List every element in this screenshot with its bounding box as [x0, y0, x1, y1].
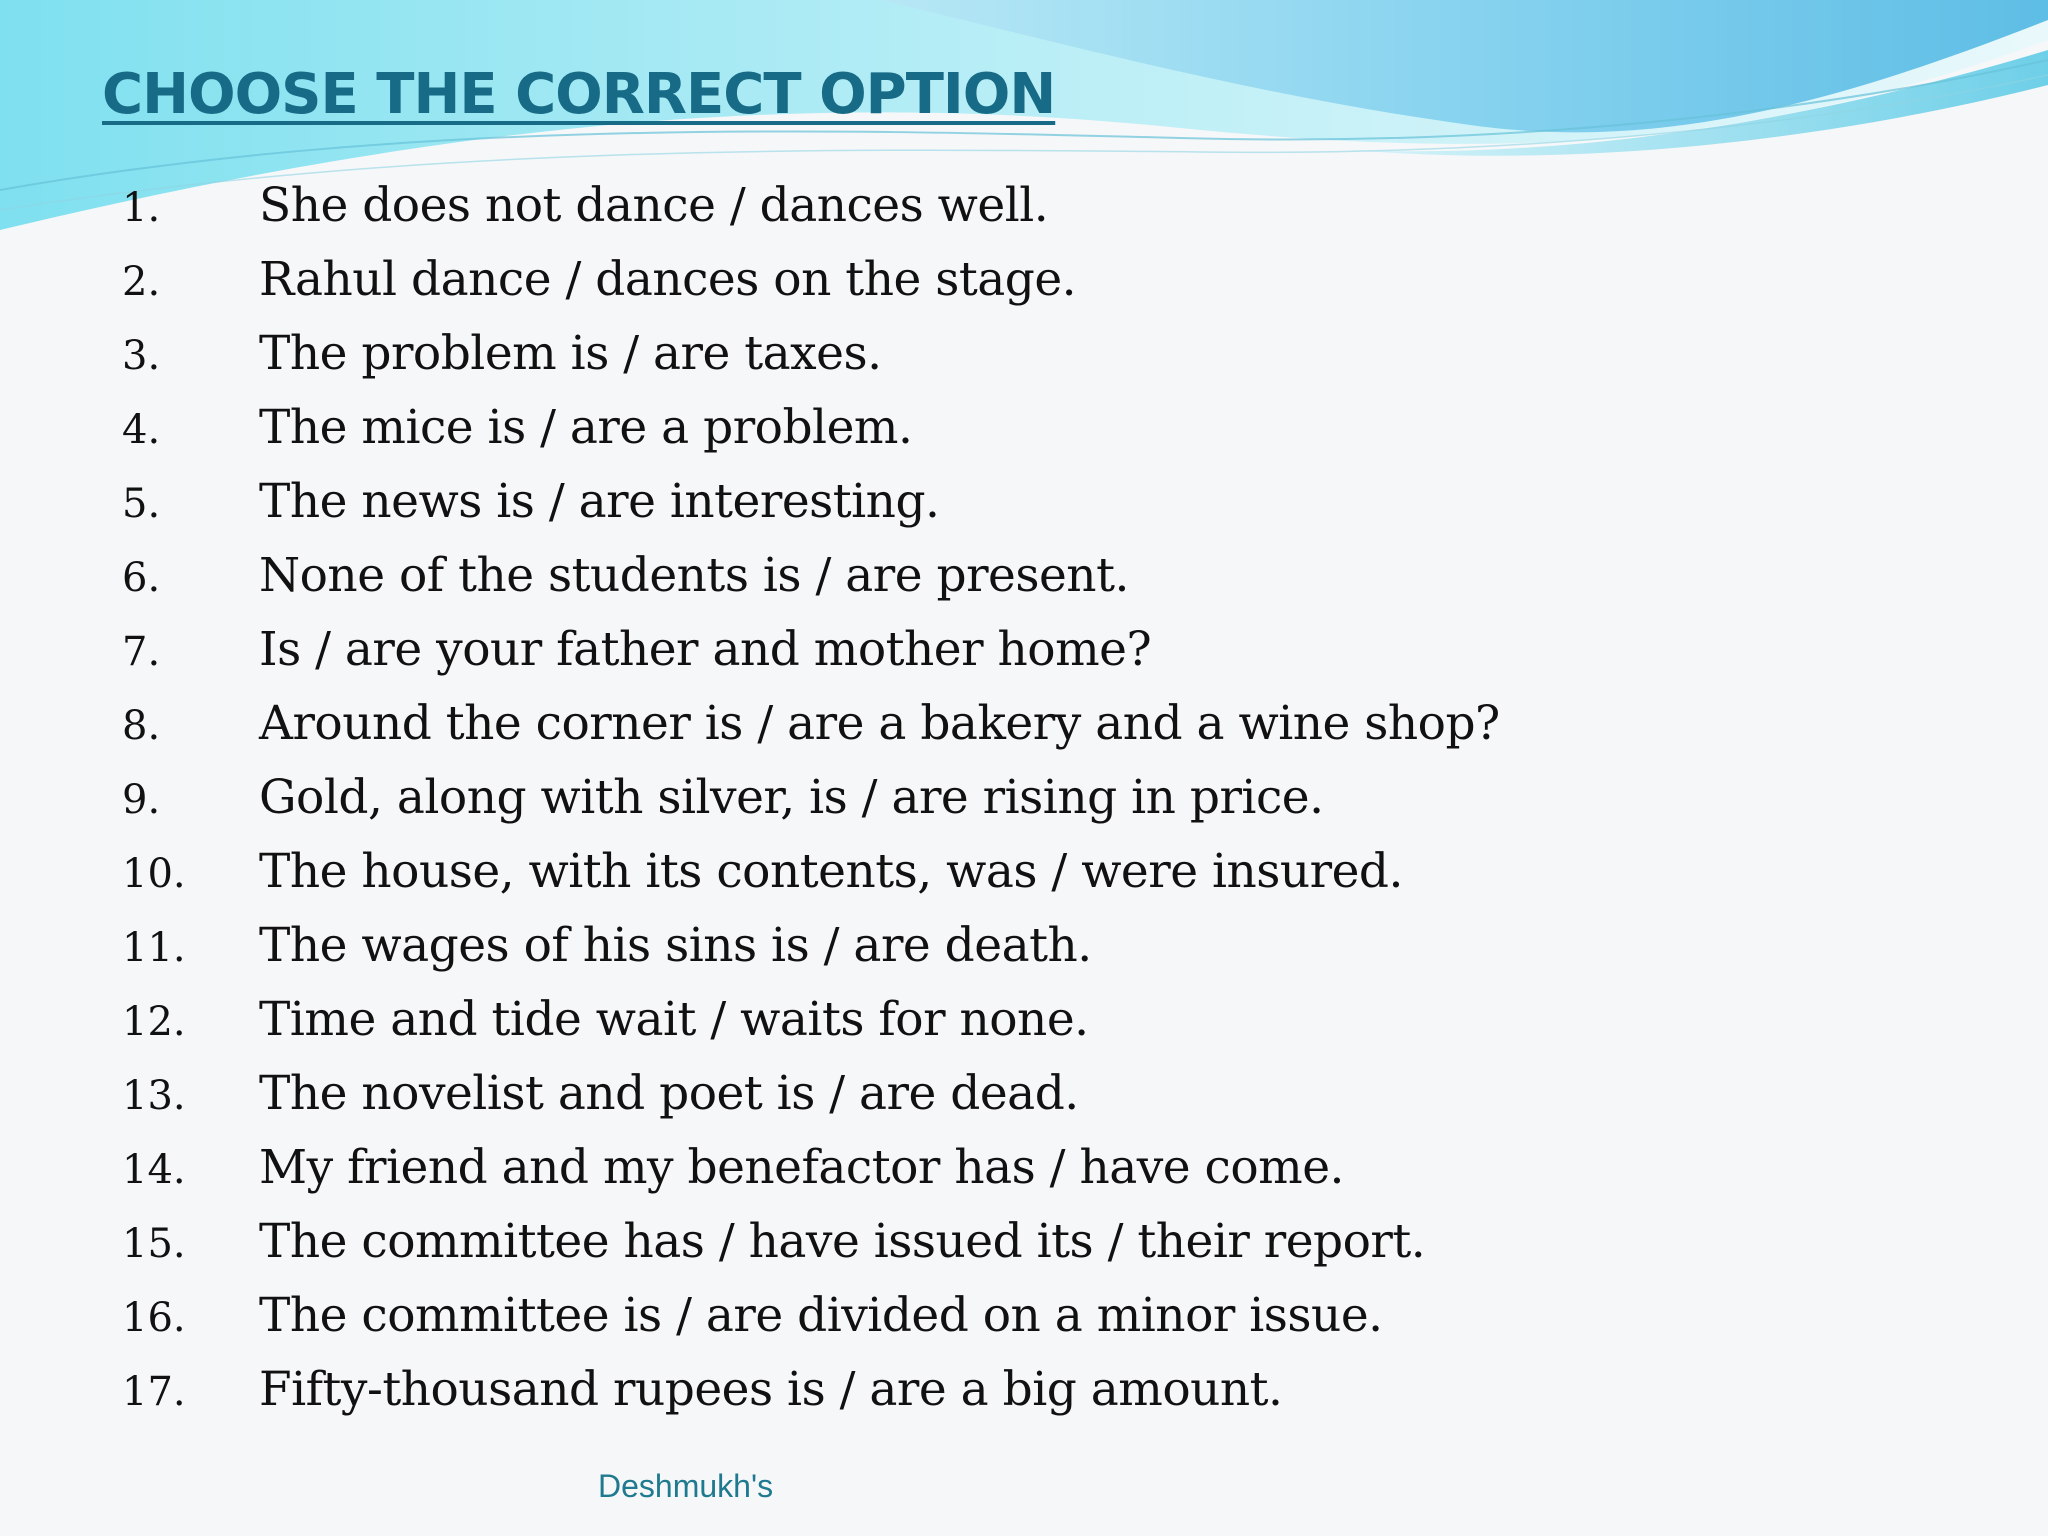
list-item	[122, 1362, 1500, 1436]
list-item	[122, 622, 1500, 696]
item-text: The news is / are interesting.	[259, 474, 940, 529]
item-text: The house, with its contents, was / were insured.	[259, 844, 1403, 899]
item-number: 3.	[122, 333, 161, 379]
item-number: 7.	[122, 629, 161, 675]
question-list	[122, 178, 1500, 1436]
list-item	[122, 918, 1500, 992]
item-text: The wages of his sins is / are death.	[259, 918, 1092, 973]
item-text: My friend and my benefactor has / have come.	[259, 1140, 1344, 1195]
list-item	[122, 400, 1500, 474]
item-number: 16.	[122, 1295, 186, 1341]
item-text: Fifty-thousand rupees is / are a big amount.	[259, 1362, 1283, 1417]
item-text: The novelist and poet is / are dead.	[259, 1066, 1079, 1121]
item-number: 14.	[122, 1147, 186, 1193]
list-item	[122, 548, 1500, 622]
list-item	[122, 844, 1500, 918]
item-text: The committee is / are divided on a minor issue.	[259, 1288, 1383, 1343]
item-number: 1.	[122, 185, 161, 231]
item-text: She does not dance / dances well.	[259, 178, 1049, 233]
item-text: Gold, along with silver, is / are rising in price.	[259, 770, 1324, 825]
list-item	[122, 992, 1500, 1066]
item-text: Rahul dance / dances on the stage.	[259, 252, 1077, 307]
list-item	[122, 770, 1500, 844]
list-item	[122, 1214, 1500, 1288]
item-text: The problem is / are taxes.	[259, 326, 882, 381]
item-number: 5.	[122, 481, 161, 527]
item-number: 9.	[122, 777, 161, 823]
list-item	[122, 178, 1500, 252]
item-number: 11.	[122, 925, 186, 971]
item-text: Around the corner is / are a bakery and a wine shop?	[259, 696, 1500, 751]
footer-author: Deshmukh's	[598, 1468, 774, 1504]
list-item	[122, 1066, 1500, 1140]
item-number: 6.	[122, 555, 161, 601]
list-item	[122, 1140, 1500, 1214]
list-item	[122, 474, 1500, 548]
slide-title: CHOOSE THE CORRECT OPTION	[102, 62, 1056, 127]
list-item	[122, 326, 1500, 400]
item-text: Time and tide wait / waits for none.	[259, 992, 1089, 1047]
item-number: 10.	[122, 851, 186, 897]
list-item	[122, 696, 1500, 770]
item-number: 15.	[122, 1221, 186, 1267]
list-item	[122, 252, 1500, 326]
item-number: 2.	[122, 259, 161, 305]
item-text: Is / are your father and mother home?	[259, 622, 1152, 677]
item-number: 4.	[122, 407, 161, 453]
item-number: 8.	[122, 703, 161, 749]
item-number: 12.	[122, 999, 186, 1045]
item-text: The mice is / are a problem.	[259, 400, 913, 455]
item-number: 17.	[122, 1369, 186, 1415]
item-text: The committee has / have issued its / their report.	[259, 1214, 1426, 1269]
list-item	[122, 1288, 1500, 1362]
item-number: 13.	[122, 1073, 186, 1119]
item-text: None of the students is / are present.	[259, 548, 1129, 603]
